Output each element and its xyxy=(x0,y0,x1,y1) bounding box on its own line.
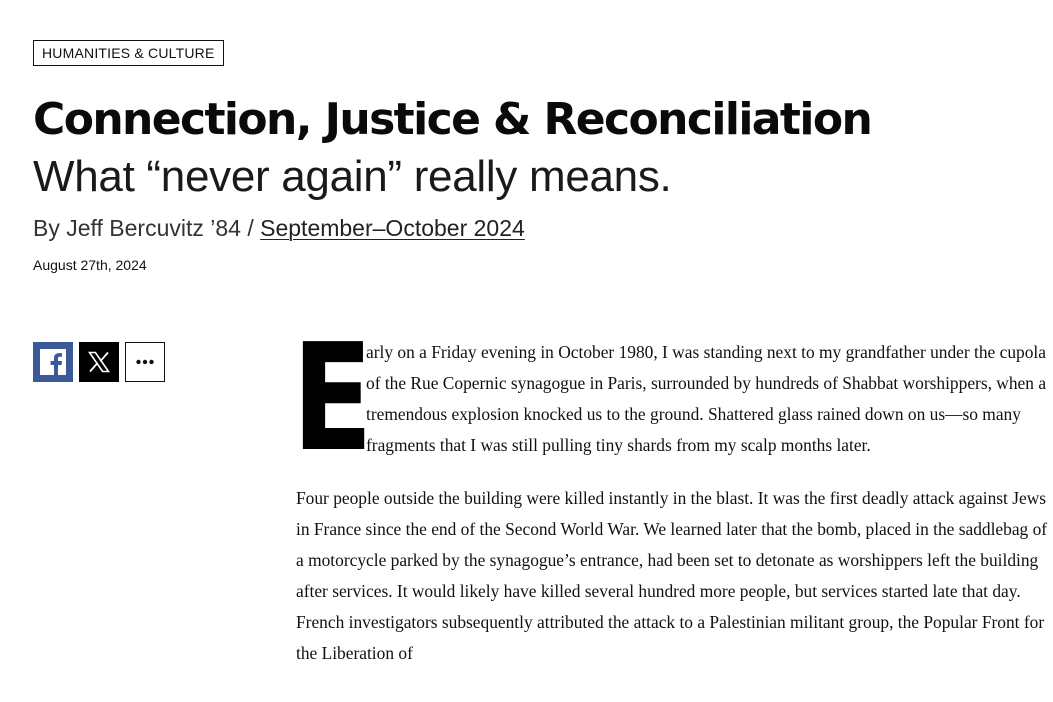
publish-date: August 27th, 2024 xyxy=(33,257,147,273)
category-tag[interactable]: HUMANITIES & CULTURE xyxy=(33,40,224,66)
byline-author: By Jeff Bercuvitz ’84 / xyxy=(33,215,261,241)
paragraph-text: arly on a Friday evening in October 1980, I was standing next to my grandfather under the cupola of the Rue Copernic synagogue in Paris, surrounded by hundreds of Shabbat worshippers, when a tremendous explosion knocked us to the ground. Shattered glass rained down on us—so many fragments that I was still pulling tiny shards from my scalp months later. xyxy=(366,342,1047,455)
more-share-button[interactable] xyxy=(125,342,165,382)
article-body xyxy=(292,312,1053,691)
x-icon xyxy=(87,350,111,374)
facebook-share-button[interactable] xyxy=(33,342,73,382)
more-icon xyxy=(135,359,155,365)
x-share-button[interactable] xyxy=(79,342,119,382)
byline xyxy=(33,213,525,243)
issue-link[interactable]: September–October 2024 xyxy=(260,215,525,241)
facebook-icon xyxy=(40,349,66,375)
share-bar xyxy=(33,342,165,382)
article-subheadline: What “never again” really means. xyxy=(33,152,672,201)
article-paragraph: Four people outside the building were killed instantly in the blast. It was the first deadly attack against Jews in France since the end of the Second World War. We learned later that the bomb, placed in the saddlebag of a motorcycle parked by the synagogue’s entrance, had been set to detonate as worshippers left the building after services. It would likely have killed several hundred more people, but services started late that day. French investigators subsequently attributed the attack to a Palestinian militant group, the Popular Front for the Liberation of xyxy=(296,488,1048,663)
drop-cap: E xyxy=(292,312,373,484)
article-headline: Connection, Justice & Reconciliation xyxy=(33,94,872,145)
article-paragraph xyxy=(292,312,1053,484)
